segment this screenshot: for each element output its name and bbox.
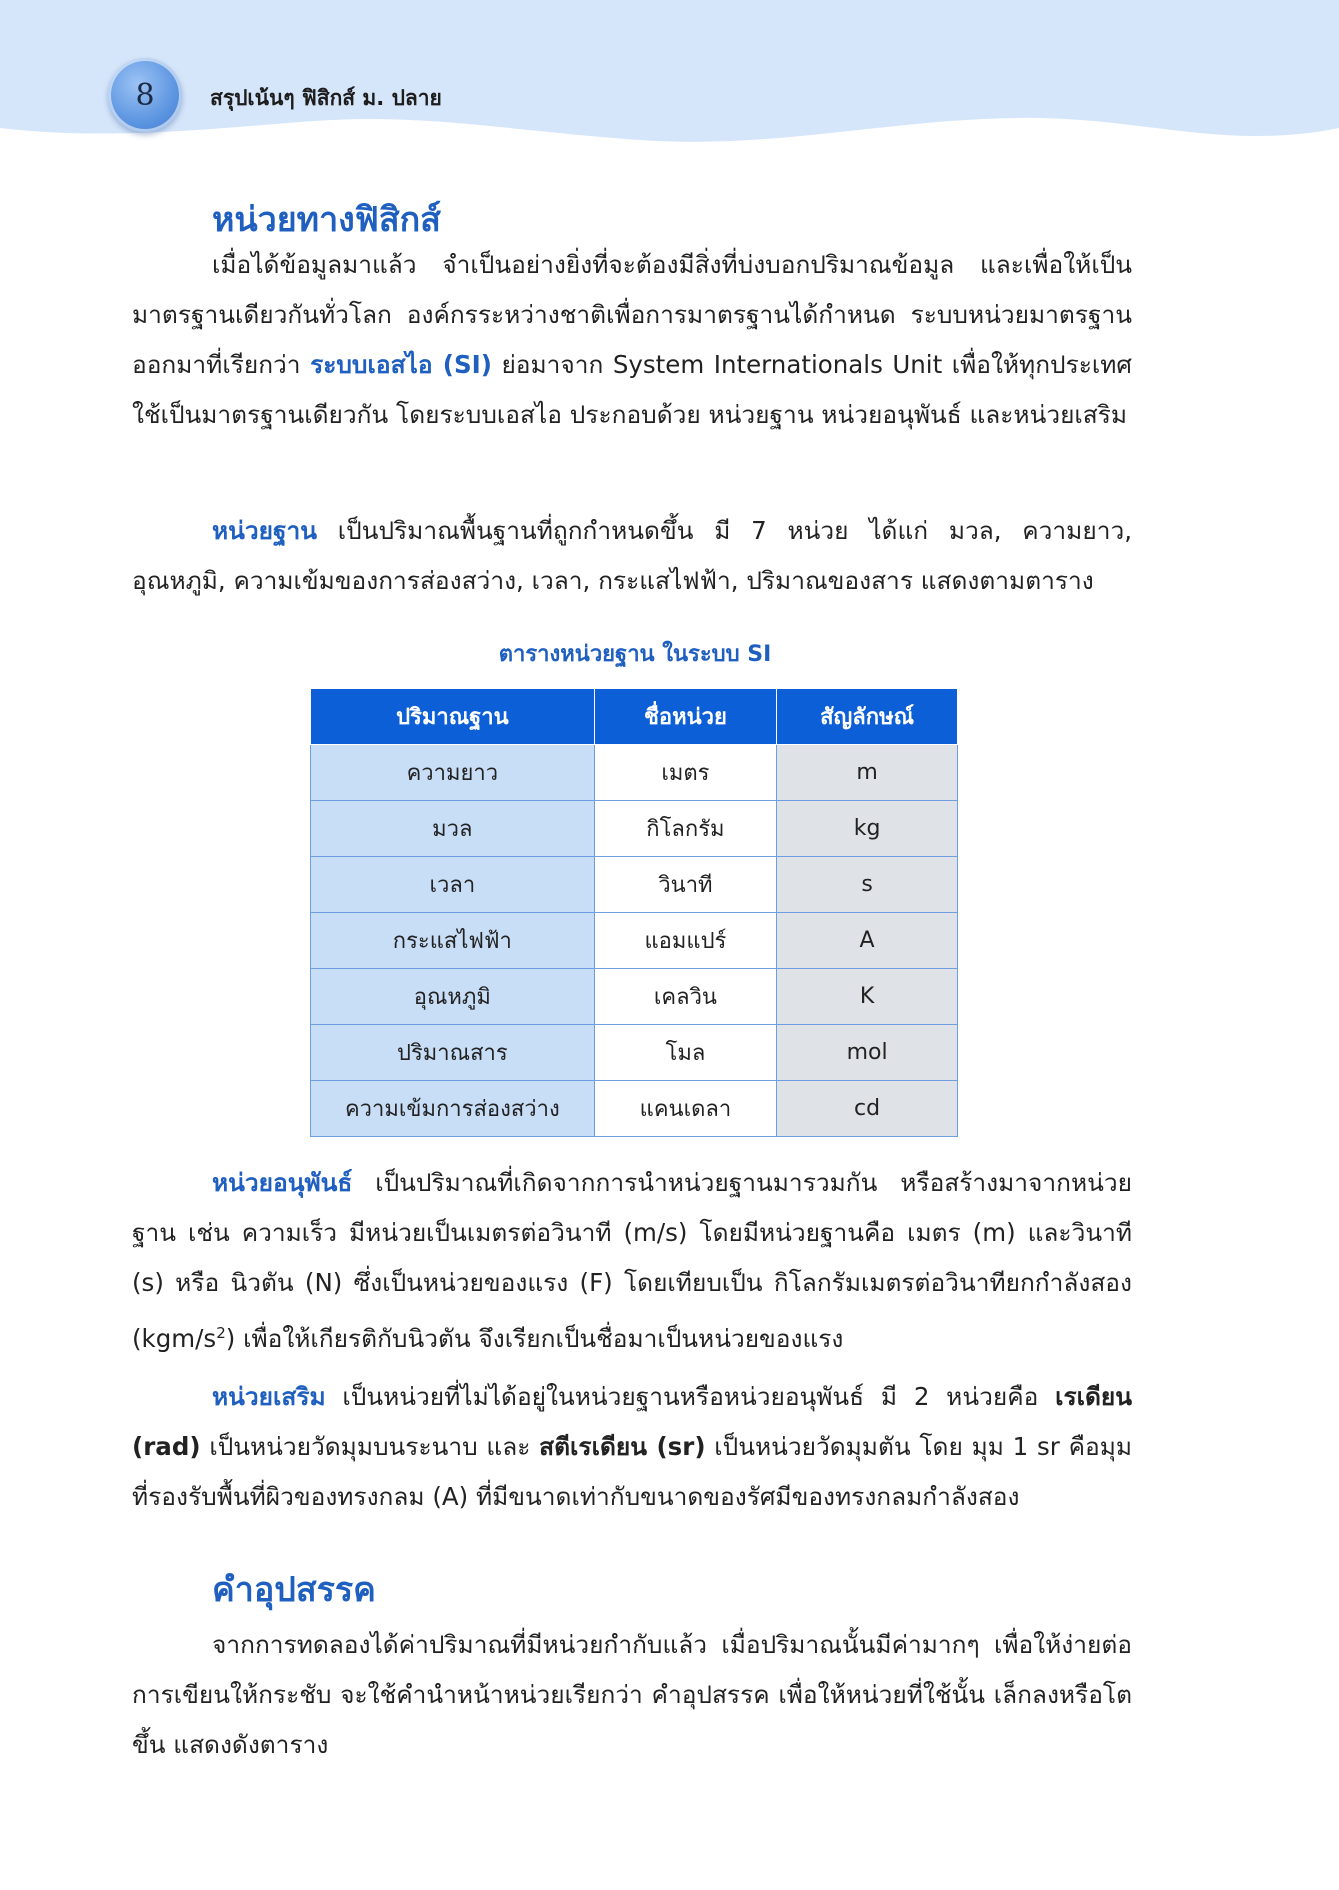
cell-unit-name: แคนเดลา [594, 1081, 776, 1137]
cell-symbol: K [777, 969, 958, 1025]
cell-unit-name: โมล [594, 1025, 776, 1081]
page-number: 8 [135, 77, 155, 113]
cell-unit-name: เคลวิน [594, 969, 776, 1025]
table-row [311, 1025, 958, 1081]
page-number-badge [108, 58, 182, 132]
supplementary-text-c: เป็นหน่วยวัดมุมตัน โดย มุม 1 sr คือมุมที่รองรับพื้นที่ผิวของทรงกลม (A) ที่มีขนาดเท่ากับขนาดของรัศมีของทรงกลมกำลังสอง [132, 1432, 1133, 1511]
table-row [311, 1081, 958, 1137]
table-row [311, 857, 958, 913]
cell-quantity: ปริมาณสาร [311, 1025, 595, 1081]
cell-quantity: มวล [311, 801, 595, 857]
si-base-units-table [310, 688, 958, 1137]
base-units-text: เป็นปริมาณพื้นฐานที่ถูกกำหนดขึ้น มี 7 หน่วย ได้แก่ มวล, ความยาว, อุณหภูมิ, ความเข้มของการส่องสว่าง, เวลา, กระแสไฟฟ้า, ปริมาณของสาร แสดงตามตาราง [132, 516, 1132, 595]
steradian-term: สตีเรเดียน (sr) [539, 1432, 706, 1461]
table-row [311, 801, 958, 857]
header-wave-background [0, 0, 1339, 170]
supplementary-units-term: หน่วยเสริม [212, 1382, 326, 1411]
table-row [311, 969, 958, 1025]
supplementary-text-b: เป็นหน่วยวัดมุมบนระนาบ และ [200, 1432, 540, 1461]
derived-units-paragraph [132, 1158, 1132, 1364]
radian-term: เรเดียน (rad) [132, 1382, 1132, 1461]
column-header-unit-name: ชื่อหน่วย [594, 689, 776, 745]
cell-quantity: เวลา [311, 857, 595, 913]
cell-symbol: kg [777, 801, 958, 857]
base-units-term: หน่วยฐาน [212, 516, 318, 545]
section-heading-physics-units: หน่วยทางฟิสิกส์ [212, 200, 441, 240]
intro-text-b: ย่อมาจาก System Internationals Unit เพื่อให้ทุกประเทศใช้เป็นมาตรฐานเดียวกัน โดยระบบเอสไอ ประกอบด้วย หน่วยฐาน หน่วยอนุพันธ์ และหน่วยเสริม [132, 350, 1132, 429]
intro-text-a: เมื่อได้ข้อมูลมาแล้ว จำเป็นอย่างยิ่งที่จะต้องมีสิ่งที่บ่งบอกปริมาณข้อมูล และเพื่อให้เป็นมาตรฐานเดียวกันทั่วโลก องค์กรระหว่างชาติเพื่อการมาตรฐานได้กำหนด ระบบหน่วยมาตรฐานออกมาที่เรียกว่า [132, 250, 1132, 379]
section-heading-prefixes: คำอุปสรรค [212, 1570, 376, 1610]
derived-units-term: หน่วยอนุพันธ์ [212, 1168, 353, 1197]
cell-quantity: กระแสไฟฟ้า [311, 913, 595, 969]
supplementary-units-paragraph [132, 1372, 1132, 1522]
column-header-symbol: สัญลักษณ์ [777, 689, 958, 745]
table-row [311, 745, 958, 801]
cell-quantity: ความยาว [311, 745, 595, 801]
intro-paragraph [132, 240, 1132, 440]
supplementary-text-a: เป็นหน่วยที่ไม่ได้อยู่ในหน่วยฐานหรือหน่วยอนุพันธ์ มี 2 หน่วยคือ [325, 1382, 1056, 1411]
column-header-quantity: ปริมาณฐาน [311, 689, 595, 745]
cell-unit-name: แอมแปร์ [594, 913, 776, 969]
cell-symbol: A [777, 913, 958, 969]
cell-unit-name: เมตร [594, 745, 776, 801]
si-system-term: ระบบเอสไอ (SI) [310, 350, 492, 379]
prefixes-paragraph [132, 1620, 1132, 1770]
table-row [311, 913, 958, 969]
cell-unit-name: วินาที [594, 857, 776, 913]
table-caption: ตารางหน่วยฐาน ในระบบ SI [498, 642, 772, 667]
exponent: 2 [216, 1324, 226, 1342]
base-units-paragraph [132, 506, 1132, 606]
table-header-row [311, 689, 958, 745]
cell-quantity: อุณหภูมิ [311, 969, 595, 1025]
cell-unit-name: กิโลกรัม [594, 801, 776, 857]
cell-symbol: cd [777, 1081, 958, 1137]
book-title: สรุปเน้นๆ ฟิสิกส์ ม. ปลาย [210, 86, 442, 110]
cell-symbol: mol [777, 1025, 958, 1081]
derived-text-b: ) เพื่อให้เกียรติกับนิวตัน จึงเรียกเป็นชื่อมาเป็นหน่วยของแรง [225, 1324, 844, 1354]
cell-symbol: m [777, 745, 958, 801]
prefixes-text: จากการทดลองได้ค่าปริมาณที่มีหน่วยกำกับแล้ว เมื่อปริมาณนั้นมีค่ามากๆ เพื่อให้ง่ายต่อการเขียนให้กระชับ จะใช้คำนำหน้าหน่วยเรียกว่า คำอุปสรรค เพื่อให้หน่วยที่ใช้นั้น เล็กลงหรือโตขึ้น แสดงดังตาราง [132, 1630, 1132, 1759]
derived-text-a: เป็นปริมาณที่เกิดจากการนำหน่วยฐานมารวมกัน หรือสร้างมาจากหน่วยฐาน เช่น ความเร็ว มีหน่วยเป็นเมตรต่อวินาที (m/s) โดยมีหน่วยฐานคือ เมตร (m) และวินาที (s) หรือ นิวตัน (N) ซึ่งเป็นหน่วยของแรง (F) โดยเทียบเป็น กิโลกรัมเมตรต่อวินาทียกกำลังสอง (kgm/s [132, 1168, 1132, 1354]
cell-quantity: ความเข้มการส่องสว่าง [311, 1081, 595, 1137]
cell-symbol: s [777, 857, 958, 913]
